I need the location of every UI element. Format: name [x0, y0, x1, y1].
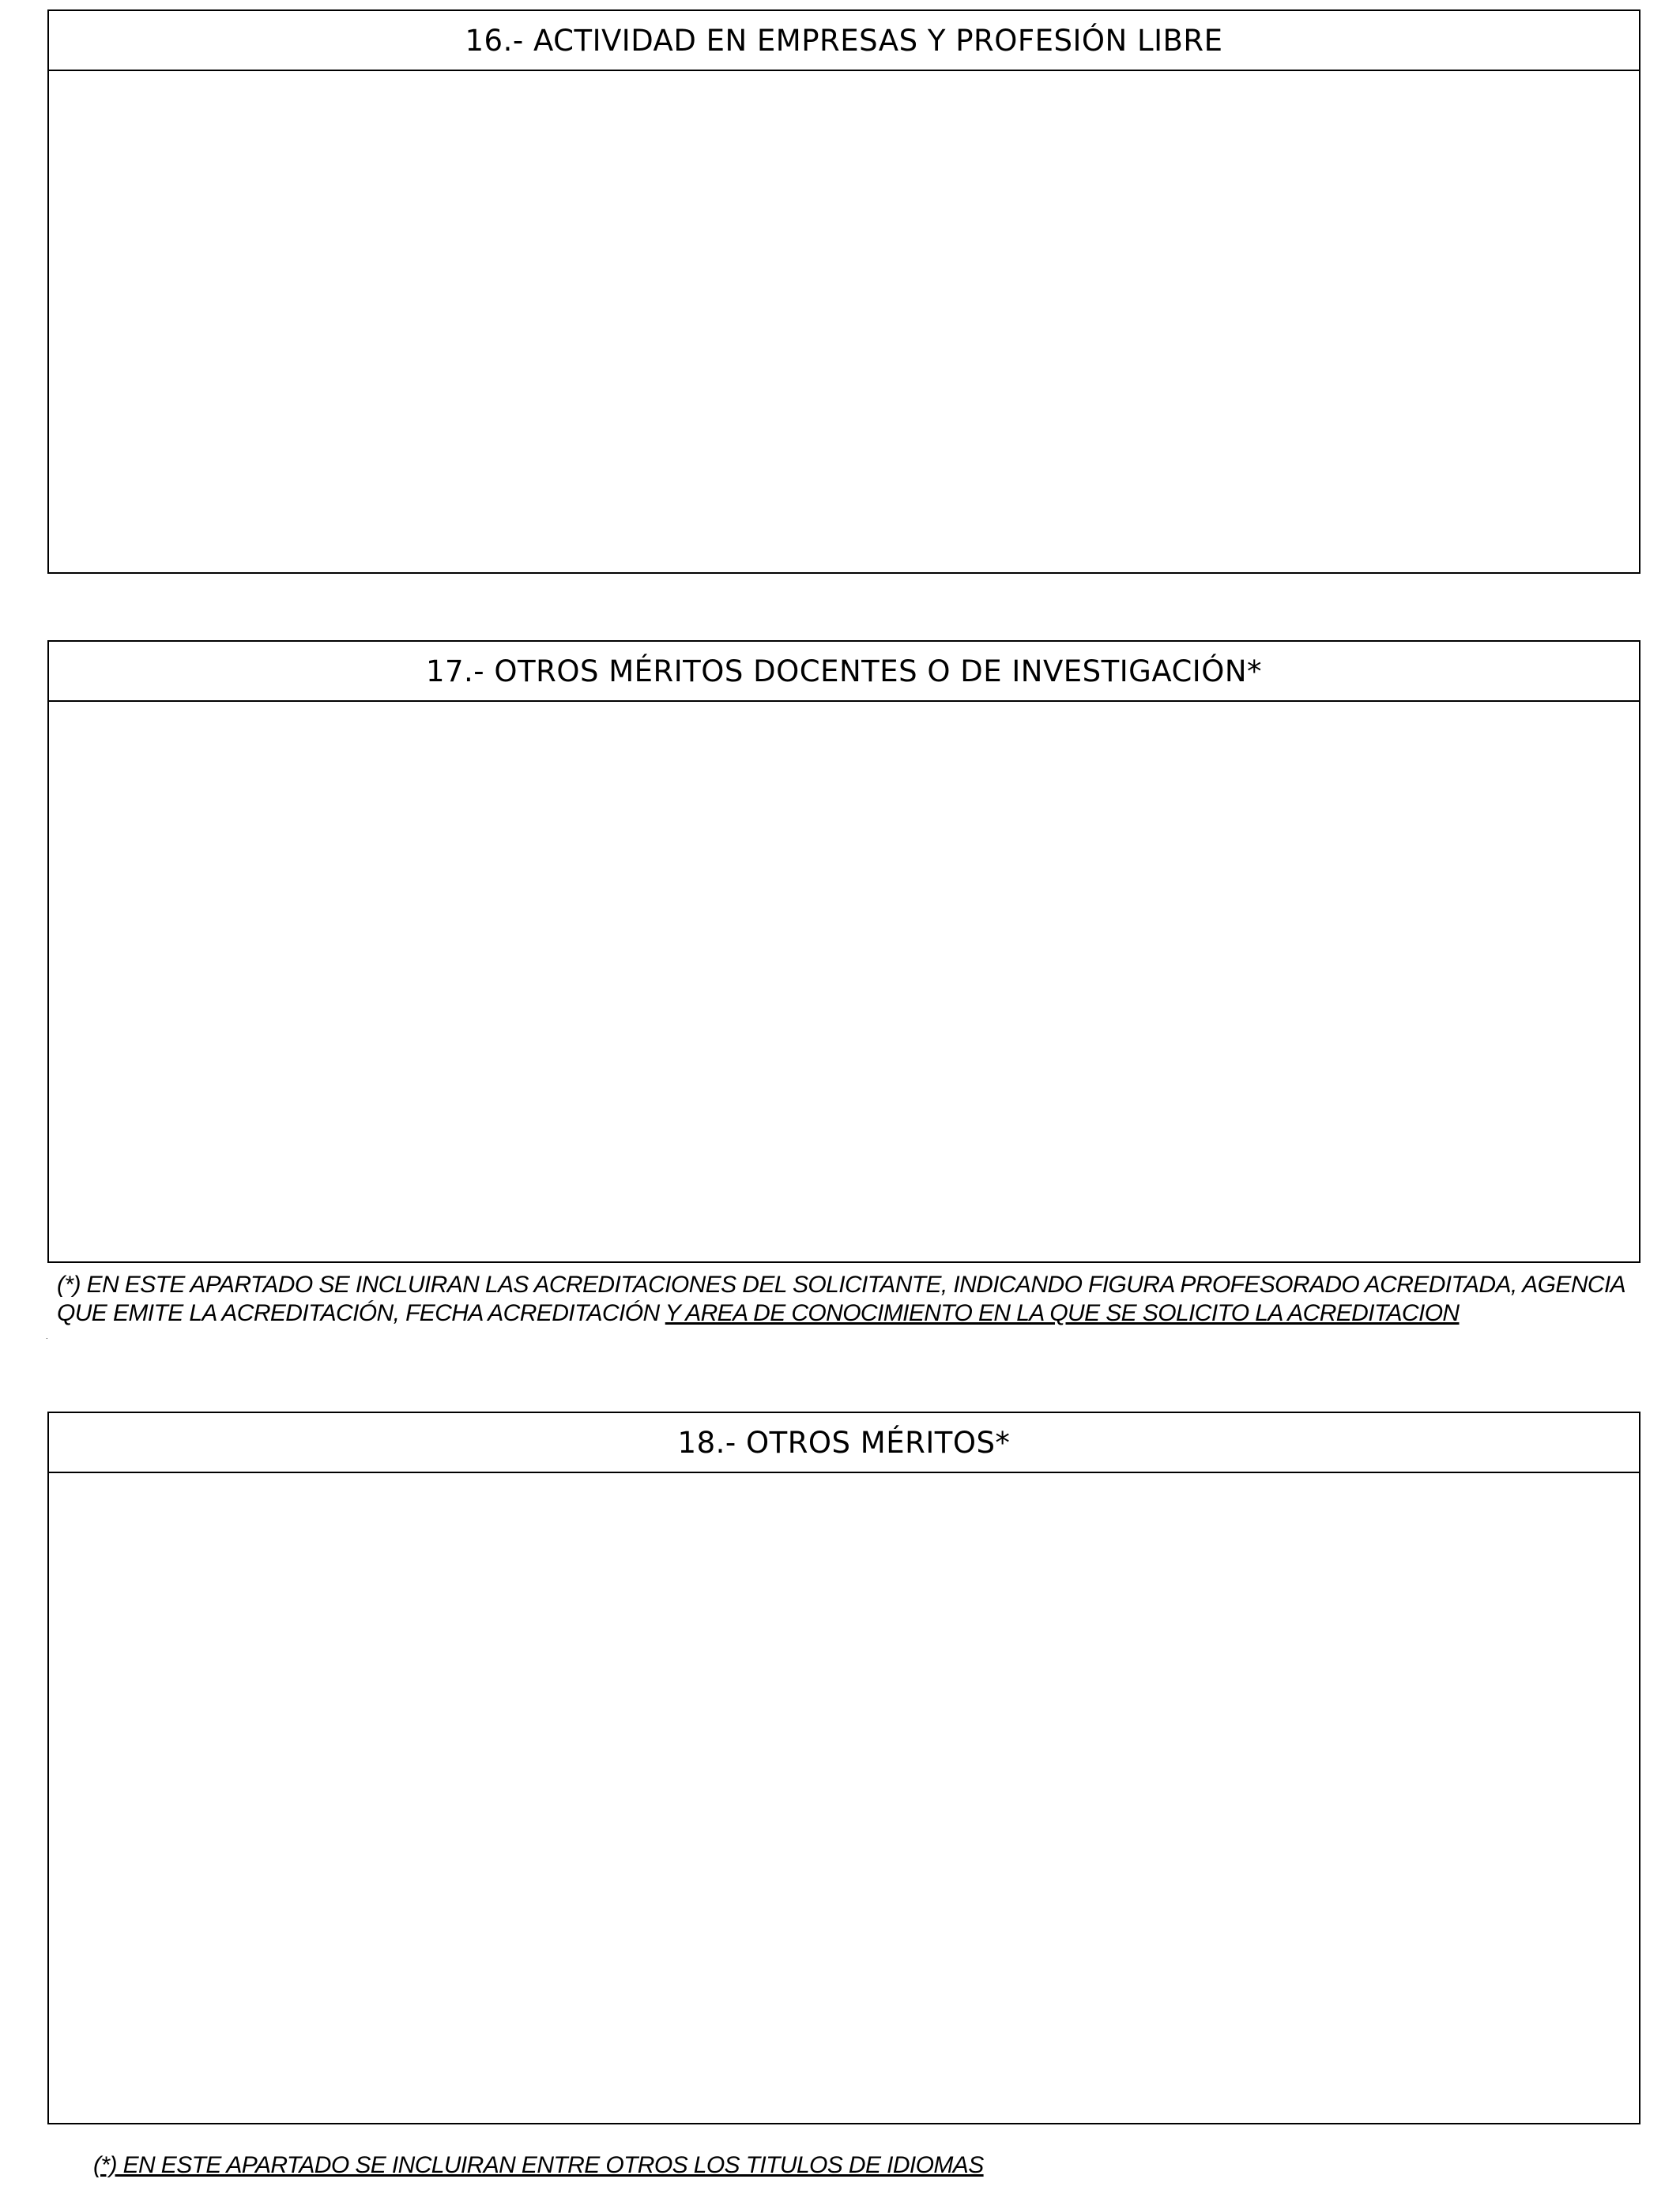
section-17-content-area[interactable] [49, 702, 1639, 1261]
section-18-title: 18.- OTROS MÉRITOS* [49, 1413, 1639, 1473]
stray-mark: . [46, 1333, 48, 1340]
section-17-title: 17.- OTROS MÉRITOS DOCENTES O DE INVESTIGACIÓN* [49, 642, 1639, 702]
section-16-activity-box [47, 9, 1640, 574]
section-17-footnote-underlined: Y AREA DE CONOCIMIENTO EN LA QUE SE SOLICITO LA ACREDITACION [665, 1300, 1460, 1326]
section-16-content-area[interactable] [49, 71, 1639, 572]
section-18-other-merits-box [47, 1412, 1640, 2124]
section-16-title: 16.- ACTIVIDAD EN EMPRESAS Y PROFESIÓN LIBRE [49, 11, 1639, 71]
section-17-teaching-research-box [47, 640, 1640, 1263]
section-17-footnote-text: (*) EN ESTE APARTADO SE INCLUIRAN LAS ACREDITACIONES DEL SOLICITANTE, INDICANDO FIGURA PROFESORADO ACREDITADA, AGENCIA QUE EMITE LA ACREDITACIÓN, FECHA ACREDITACIÓN [57, 1272, 1625, 1326]
section-18-content-area[interactable] [49, 1473, 1639, 2123]
section-17-footnote [57, 1271, 1637, 1328]
section-18-footnote: (*) EN ESTE APARTADO SE INCLUIRAN ENTRE OTROS LOS TITULOS DE IDIOMAS [93, 2152, 984, 2178]
